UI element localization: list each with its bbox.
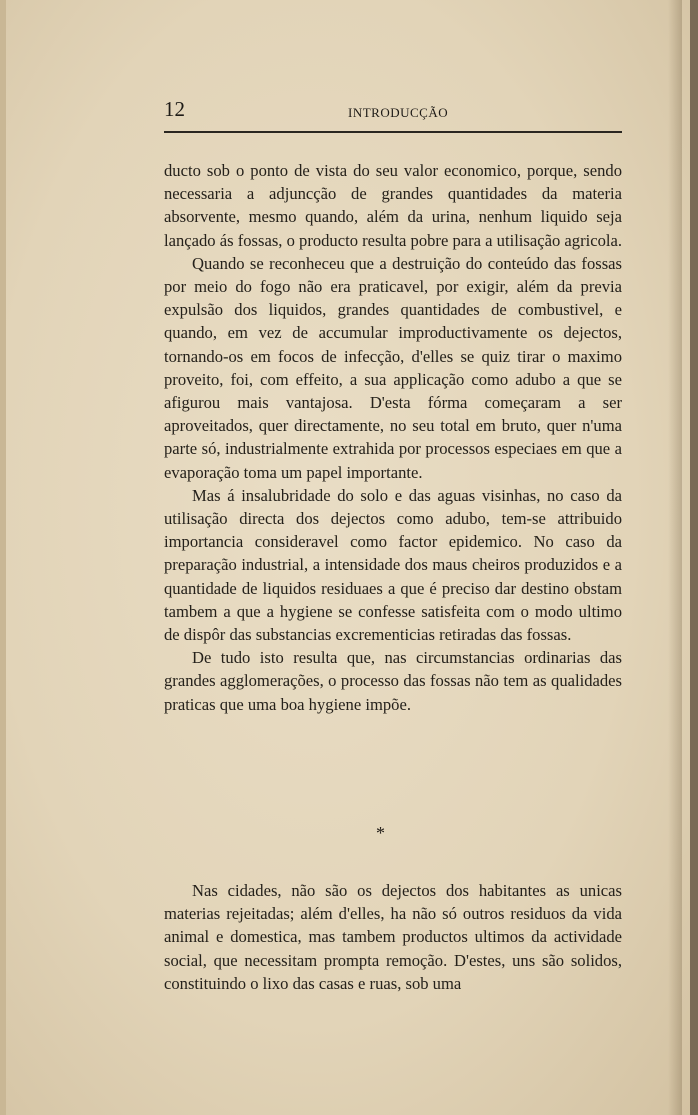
- section-separator: *: [376, 823, 385, 843]
- page-number: 12: [164, 97, 185, 121]
- paragraph: Quando se reconheceu que a destruição do conteúdo das fossas por meio do fogo não era praticavel, por exigir, além da previa expulsão dos liquidos, grandes quantidades de combustivel, e quando, em vez de accumular improductivamente os dejectos, tornando-os em focos de infecção, d'elles se quiz tirar o maximo proveito, foi, com effeito, a sua applicação como adubo a que se afigurou mais vantajosa. D'esta fórma começaram a ser aproveitados, quer directamente, no seu total em bruto, quer n'uma parte só, industrialmente extrahida por processos especiaes em que a evaporação toma um papel importante.: [164, 253, 622, 482]
- paragraph: Nas cidades, não são os dejectos dos habitantes as unicas materias rejeitadas; além d'elles, ha não só outros residuos da vida animal e domestica, mas tambem productos ultimos da actividade social, que necessitam prompta remoção. D'estes, uns são solidos, constituindo o lixo das casas e ruas, sob uma: [164, 881, 622, 993]
- paragraph-continued: ducto sob o ponto de vista do seu valor economico, porque, sendo necessaria a adjuncção de grandes quantidades da materia absorvente, mesmo quando, além da urina, nenhum liquido seja lançado ás fossas, o producto resulta pobre para a utilisação agricola.: [164, 161, 622, 250]
- running-title: INTRODUCÇÃO: [348, 105, 449, 120]
- page-edge-shadow: [668, 0, 682, 1115]
- body-text: [164, 159, 622, 716]
- body-text-next-section: [164, 879, 622, 995]
- paragraph: Mas á insalubridade do solo e das aguas visinhas, no caso da utilisação directa dos dejectos como adubo, tem-se attribuido importancia consideravel como factor epidemico. No caso da preparação industrial, a intensidade dos maus cheiros produzidos e a quantidade de liquidos residuaes a que é preciso dar destino obstam tambem a que a hygiene se confesse satisfeita com o modo ultimo de dispôr das substancias excrementicias retiradas das fossas.: [164, 485, 622, 645]
- paragraph: De tudo isto resulta que, nas circumstancias ordinarias das grandes agglomerações, o processo das fossas não tem as qualidades praticas que uma boa hygiene impõe.: [164, 648, 622, 714]
- page-header: [164, 97, 622, 133]
